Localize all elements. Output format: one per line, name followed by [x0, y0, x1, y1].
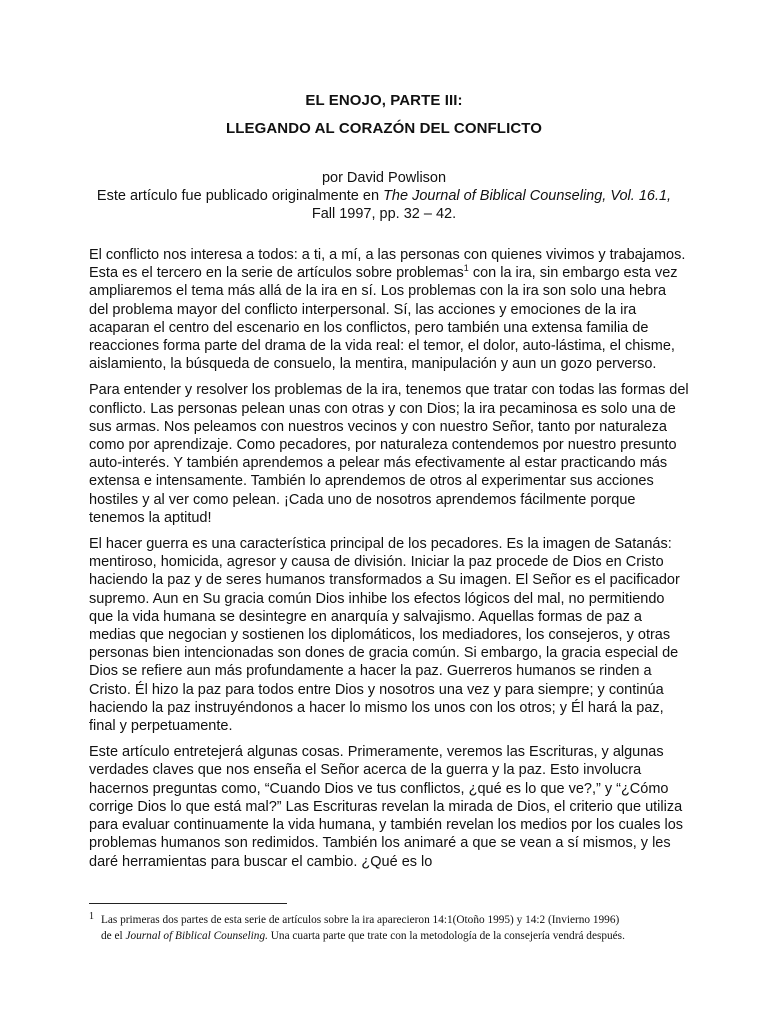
paragraph-1	[89, 246, 689, 373]
article-body	[89, 246, 689, 879]
paragraph-2: Para entender y resolver los problemas de la ira, tenemos que tratar con todas las formas del conflicto. Las personas pelean unas con otras y con Dios; la ira pecaminosa es solo una de sus armas. Nos peleamos con nuestros vecinos y con nuestro Señor, tanto por naturaleza como por aprendizaje. Como pecadores, por naturaleza contendemos por nuestro presunto auto-interés. Y también aprendemos a pelear más efectivamente al estar practicando más extensa e intensamente. También lo aprendemos de otros al experimentar sus acciones hostiles y al ver como pelean. ¡Cada uno de nosotros aprendemos fácilmente porque tenemos la aptitud!	[89, 382, 689, 526]
paragraph-1-part-a: El conflicto nos interesa a todos: a ti, a mí, a las personas con quienes vivimos y trabajamos. Esta es el tercero en la serie de artículos sobre problemas	[89, 247, 686, 282]
footnote-text-2-suffix: Una cuarta parte que trate con la metodología de la consejería vendrá después.	[267, 930, 625, 942]
paragraph-3: El hacer guerra es una característica principal de los pecadores. Es la imagen de Satanás: mentiroso, homicida, agresor y causa de división. Iniciar la paz procede de Dios en Cristo haciendo la paz y de seres humanos transformados a Su imagen. El Señor es el pacificador supremo. Aun en Su gracia común Dios inhibe los efectos lógicos del mal, no permitiendo que la vida humana se desintegre en anarquía y salvajismo. Aquellas formas de paz a medias que negocian y sostienen los diplomáticos, los mediadores, los consejeros, y otras personas bien intencionadas son dones de gracia común. Si embargo, la gracia especial de Dios se refiere aun más profundamente a hacer la paz. Guerreros humanos se rinden a Cristo. Él hizo la paz para todos entre Dios y nosotros una vez y para siempre; y continúa haciendo la paz instruyéndonos a hacer lo mismo los unos con los otros; y Él hará la paz, final y perpetuamente.	[89, 536, 680, 735]
footnote-text-2-prefix: de el	[101, 930, 126, 942]
paragraph-1-part-b: con la ira, sin embargo esta vez ampliaremos el tema más allá de la ira en sí. Los problemas con la ira son solo una hebra del problema mayor del conflicto interpersonal. Sí, las acciones y emociones de la ira acaparan el centro del escenario en los conflictos, pero también una extensa familia de reacciones forma parte del drama de la vida real: el temor, el dolor, auto-lástima, el chisme, aislamiento, la búsqueda de consuelo, la mentira, manipulación y aun un gozo perverso.	[89, 265, 678, 373]
footnote-text-1: Las primeras dos partes de esta serie de artículos sobre la ira aparecieron 14:1(Otoño 1995) y 14:2 (Invierno 1996)	[101, 914, 620, 926]
title-line-2: LLEGANDO AL CORAZÓN DEL CONFLICTO	[225, 120, 543, 137]
footnote-line-2	[89, 928, 689, 944]
footnote-reference: 1	[463, 263, 469, 274]
title-line-1: EL ENOJO, PARTE III:	[305, 92, 463, 109]
journal-name: The Journal of Biblical Counseling, Vol. 16.1,	[383, 188, 672, 204]
publication-suffix: Fall 1997, pp. 32 – 42.	[311, 206, 457, 222]
publication-prefix: Este artículo fue publicado originalmente en	[96, 188, 384, 204]
footnote-journal-name: Journal of Biblical Counseling.	[125, 930, 268, 942]
footnote-line-1	[89, 909, 689, 928]
footnote-divider	[89, 903, 287, 904]
footnote-number: 1	[89, 911, 94, 922]
paragraph-4: Este artículo entretejerá algunas cosas. Primeramente, veremos las Escrituras, y algunas verdades claves que nos enseña el Señor acerca de la guerra y la paz. Esto involucra hacernos preguntas como, “Cuando Dios ve tus conflictos, ¿qué es lo que ve?,” y “¿Cómo corrige Dios lo que está mal?” Las Escrituras revelan la mirada de Dios, el criterio que utiliza para evaluar continuamente la vida humana, y también revelan los medios por los cuales los problemas humanos son redimidos. También los animaré a que se vean a sí mismos, y les daré herramientas para buscar el cambio. ¿Qué es lo	[89, 744, 684, 870]
footnote	[89, 909, 689, 944]
publication-note	[90, 187, 678, 223]
author-byline: por David Powlison	[321, 170, 447, 186]
